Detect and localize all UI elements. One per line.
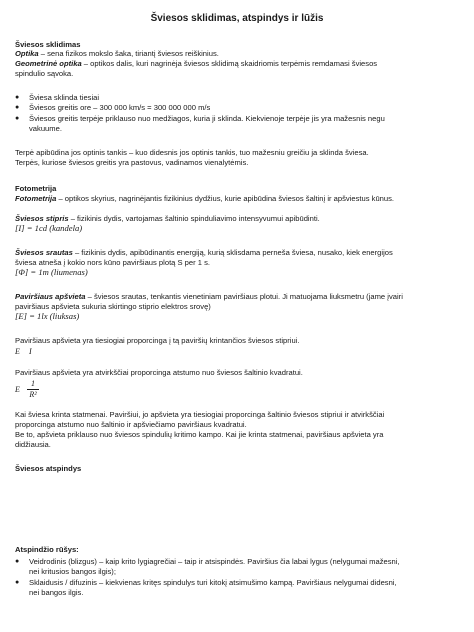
section-heading-fotometrija: Fotometrija (15, 184, 57, 193)
apsvieta-formula: [E] = 1lx (liuksas) (15, 311, 80, 321)
section-heading-atspindys: Šviesos atspindys (15, 464, 82, 473)
paragraph: didžiausia. (15, 440, 51, 449)
fotometrija-text: – optikos skyrius, nagrinėjantis fizikinius dydžius, kurie apibūdina šviesos šaltinį ir apšviestus kūnus. (56, 194, 395, 203)
apsvieta-definition (15, 292, 462, 301)
stipris-formula: [I] = 1cd (kandela) (15, 223, 83, 233)
proportion-statement-1: Paviršiaus apšvieta yra tiesiogiai proporcinga į tą paviršių krintančios šviesos stipriui. (15, 336, 300, 345)
paragraph: Be to, apšvieta priklauso nuo šviesos spindulių kritimo kampo. Kai jie krinta statmenai, paviršiaus apšvieta yra (15, 430, 384, 439)
apsvieta-text-cont: paviršiaus apšvieta sukuria skirtingo stiprio elektros srovę) (15, 302, 211, 311)
optika-text: – sena fizikos mokslo šaka, tiriantį šviesos reiškinius. (38, 49, 219, 58)
srautas-text: – fizikinis dydis, apibūdinantis energiją, kurią sklisdama perneša šviesa, nusako, kiek energijos (72, 248, 393, 257)
list-item-cont: vakuume. (29, 124, 62, 133)
list-item: Šviesos greitis terpėje priklauso nuo medžiagos, kuria ji sklinda. Kiekvienoje terpėje jis yra mažesnis negu (29, 114, 385, 123)
page-title: Šviesos sklidimas, atspindys ir lūžis (150, 13, 324, 24)
geometrine-optika-definition (15, 59, 462, 68)
bullet-icon: ● (15, 94, 20, 101)
stipris-text: – fizikinis dydis, vartojamas šaltinio spinduliavimo intensyvumui apibūdinti. (68, 214, 320, 223)
stipris-term: Šviesos stipris (15, 214, 69, 223)
bullet-icon: ● (15, 558, 20, 565)
paragraph: Kai šviesa krinta statmenai. Paviršiui, jo apšvieta yra tiesiogiai proporcinga šaltinio šviesos stipriui ir atvirkščiai (15, 410, 385, 419)
geometrine-optika-text-cont: spindulio sąvoka. (15, 69, 74, 78)
optika-definition (15, 49, 462, 58)
srautas-term: Šviesos srautas (15, 248, 73, 257)
fraction-denominator: R² (29, 390, 37, 399)
geometrine-optika-text: – optikos dalis, kuri nagrinėja šviesos sklidimą skaidriomis terpėmis remdamasi šviesos (81, 59, 378, 68)
paragraph: Terpė apibūdina jos optinis tankis – kuo didesnis jos optinis tankis, tuo mažesniu greičiu ja sklinda šviesa. (15, 148, 369, 157)
bullet-icon: ● (15, 115, 20, 122)
paragraph: Terpės, kuriose šviesos greitis yra pastovus, vadinamos vienalytėmis. (15, 158, 249, 167)
list-item-cont: nei kritusios bangos ilgis); (29, 567, 116, 576)
srautas-formula: [Φ] = 1m (liumenas) (15, 267, 88, 277)
section-heading-sklidimas: Šviesos sklidimas (15, 40, 81, 49)
apsvieta-term: Paviršiaus apšvieta (15, 292, 86, 301)
list-item: Šviesos greitis ore – 300 000 km/s = 300 000 000 m/s (29, 103, 211, 112)
stipris-definition (15, 214, 462, 223)
list-item: Šviesa sklinda tiesiai (29, 93, 100, 102)
formula-E: E (15, 385, 20, 394)
list-item: Sklaidusis / difuzinis – kiekvienas kritęs spindulys turi kitokį atsimušimo kampą. Paviršiaus nelygumai didesni, (29, 578, 397, 587)
srautas-text-cont: šviesa atneša į kokio nors kūno paviršiaus plotą S per 1 s. (15, 258, 211, 267)
list-item: Veidrodinis (blizgus) – kaip krito lygiagrečiai – taip ir atsispindės. Paviršius čia labai lygus (nelygumai mažesni, (29, 557, 400, 566)
apsvieta-text: – šviesos srautas, tenkantis vienetiniam paviršiaus plotui. Ji matuojama liuksmetru (jame įvairi (85, 292, 403, 301)
fraction-numerator: 1 (31, 379, 35, 388)
list-item-cont: nei bangos ilgis. (29, 588, 84, 597)
proportion-statement-2: Paviršiaus apšvieta yra atvirkščiai proporcinga atstumo nuo šviesos šaltinio kvadratui. (15, 368, 303, 377)
fotometrija-term: Fotometrija (15, 194, 57, 203)
bullet-icon: ● (15, 104, 20, 111)
fotometrija-definition (15, 194, 462, 203)
formula-E: E (15, 347, 20, 356)
srautas-definition (15, 248, 462, 257)
atspindzio-rusys-heading: Atspindžio rūšys: (15, 545, 79, 554)
bullet-icon: ● (15, 579, 20, 586)
geometrine-optika-term: Geometrinė optika (15, 59, 82, 68)
optika-term: Optika (15, 49, 39, 58)
formula-I: I (29, 347, 32, 356)
paragraph: proporcinga atstumo nuo šaltinio ir apšviečiamo paviršiaus kvadratui. (15, 420, 247, 429)
